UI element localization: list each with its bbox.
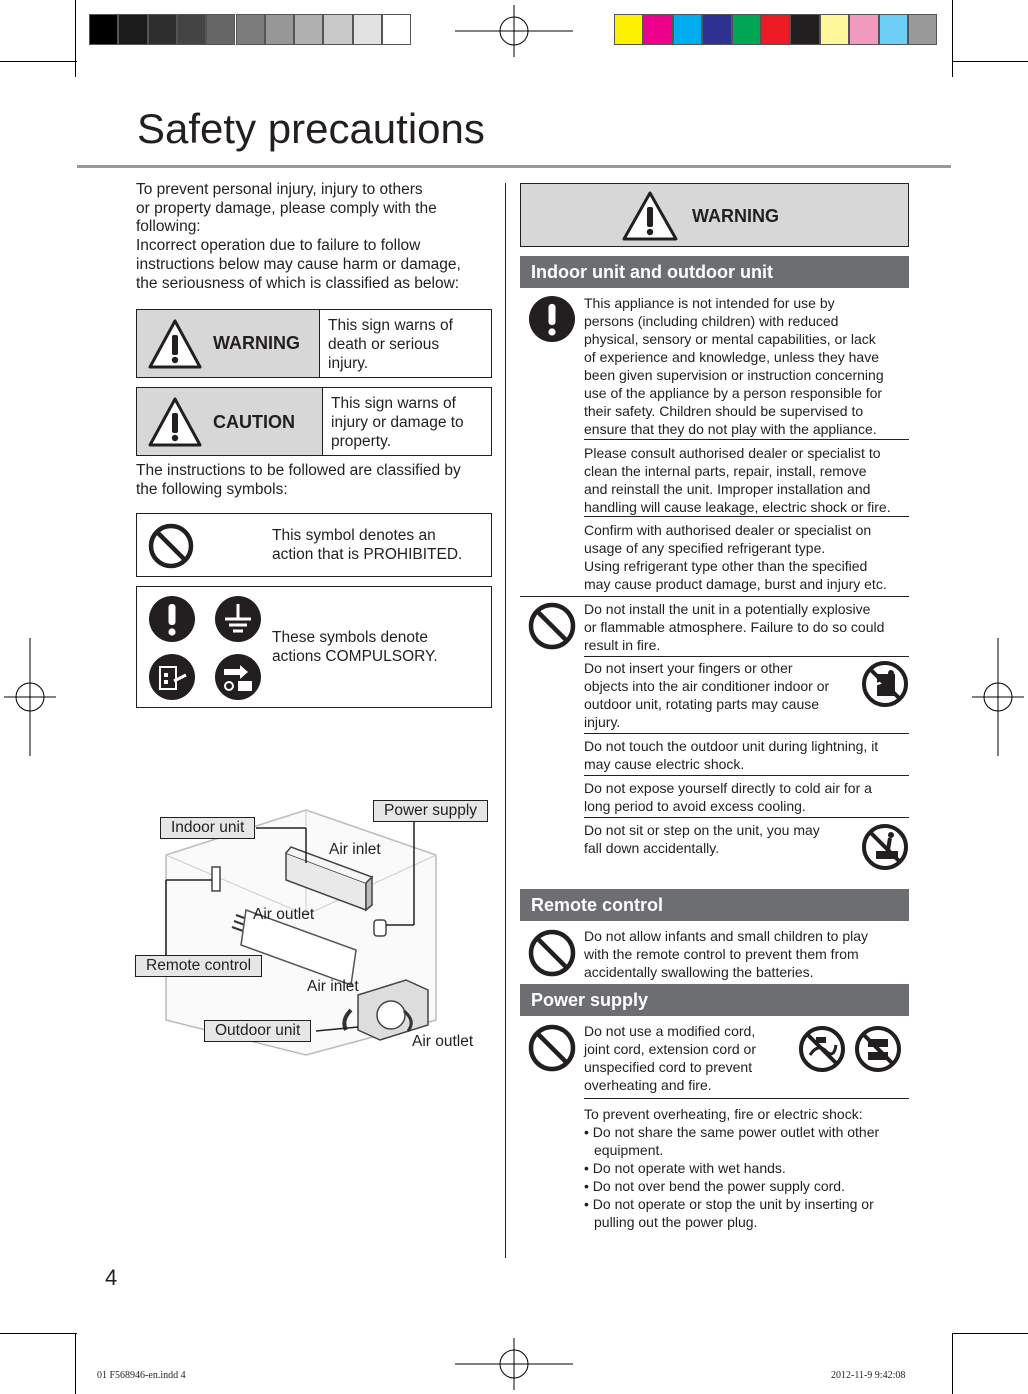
divider bbox=[584, 439, 909, 440]
prohibit-item-1: Do not install the unit in a potentially explosive or flammable atmosphere. Failure to do so could result in fire. bbox=[584, 601, 885, 653]
registration-mark-right bbox=[972, 638, 1024, 756]
divider bbox=[584, 775, 909, 776]
divider bbox=[584, 817, 909, 818]
crop-mark bbox=[75, 0, 76, 77]
symbol-classification-text: The instructions to be followed are classified by the following symbols: bbox=[136, 462, 461, 498]
disconnect-plug-icon bbox=[214, 653, 262, 701]
color-swatch bbox=[879, 14, 908, 45]
registration-mark-left bbox=[4, 638, 56, 756]
caution-legend-box bbox=[136, 387, 492, 456]
color-swatch bbox=[118, 14, 147, 45]
color-swatch bbox=[382, 14, 411, 45]
prohibited-description: This symbol denotes an action that is PROHIBITED. bbox=[272, 527, 463, 563]
prohibited-icon bbox=[528, 1024, 576, 1072]
color-swatch bbox=[849, 14, 878, 45]
page-title: Safety precautions bbox=[137, 105, 485, 152]
intro-text: To prevent personal injury, injury to others or property damage, please comply with the following: Incorrect operation due to failure to follow instructions below may cause harm or damage, the seriousness of which is classified as below: bbox=[136, 181, 461, 292]
prohibited-icon bbox=[528, 929, 576, 977]
power-item-1: Do not use a modified cord, joint cord, extension cord or unspecified cord to prevent overheating and fire. bbox=[584, 1023, 756, 1093]
divider bbox=[584, 1098, 909, 1099]
section-power-supply: Power supply bbox=[520, 984, 909, 1016]
prohibit-item-2: Do not insert your fingers or other objects into the air conditioner indoor or outdoor unit, rotating parts may cause injury. bbox=[584, 660, 830, 730]
no-modified-cord-icon bbox=[798, 1025, 846, 1073]
prohibit-item-3: Do not touch the outdoor unit during lightning, it may cause electric shock. bbox=[584, 738, 879, 772]
no-stepping-icon bbox=[861, 823, 909, 871]
mandatory-exclamation-icon bbox=[148, 595, 196, 643]
warning-description: This sign warns of death or serious injury. bbox=[328, 317, 453, 372]
page-number: 4 bbox=[105, 1265, 118, 1290]
air-inlet-indoor-label: Air inlet bbox=[329, 841, 381, 858]
crop-mark bbox=[0, 1333, 77, 1334]
power-supply-tag: Power supply bbox=[373, 800, 488, 822]
color-swatch bbox=[206, 14, 235, 45]
footer-timestamp: 2012-11-9 9:42:08 bbox=[831, 1370, 906, 1381]
remote-item: Do not allow infants and small children to play with the remote control to prevent them from accidentally swallowing the batteries. bbox=[584, 928, 869, 980]
warning-label: WARNING bbox=[213, 333, 300, 353]
crop-mark bbox=[0, 61, 77, 62]
prohibit-item-4: Do not expose yourself directly to cold air for a long period to avoid excess cooling. bbox=[584, 780, 872, 814]
color-swatch bbox=[702, 14, 731, 45]
indoor-unit-tag: Indoor unit bbox=[160, 817, 255, 839]
warning-header bbox=[520, 183, 909, 247]
color-swatch bbox=[908, 14, 937, 45]
caution-triangle-icon bbox=[147, 396, 203, 448]
color-swatch bbox=[353, 14, 382, 45]
prohibit-item-5: Do not sit or step on the unit, you may fall down accidentally. bbox=[584, 822, 820, 856]
color-swatch bbox=[323, 14, 352, 45]
must-item-2: Please consult authorised dealer or specialist to clean the internal parts, repair, install, remove and reinstall the unit. Improper installation and handling will cause leakage, electric shock or fire. bbox=[584, 445, 891, 515]
divider bbox=[584, 733, 909, 734]
divider bbox=[584, 516, 909, 517]
mandatory-exclamation-icon bbox=[528, 295, 576, 343]
crop-mark bbox=[952, 61, 1028, 62]
compulsory-description: These symbols denote actions COMPULSORY. bbox=[272, 629, 438, 665]
warning-header-label: WARNING bbox=[692, 206, 779, 226]
must-item-1: This appliance is not intended for use by persons (including children) with reduced physical, sensory or mental capabilities, or lack of experience and knowledge, unless they have been given supervision or instruction concerning use of the appliance by a person responsible for their safety. Children should be supervised to ensure that they do not play with the appliance. bbox=[584, 295, 884, 437]
prohibited-icon bbox=[148, 523, 194, 569]
compulsory-symbol-box bbox=[136, 586, 492, 708]
color-swatch bbox=[265, 14, 294, 45]
caution-description: This sign warns of injury or damage to property. bbox=[331, 395, 464, 450]
air-outlet-outdoor-label: Air outlet bbox=[412, 1033, 474, 1050]
unplug-power-icon bbox=[148, 653, 196, 701]
divider bbox=[584, 656, 909, 657]
section-indoor-outdoor: Indoor unit and outdoor unit bbox=[520, 256, 909, 288]
air-inlet-outdoor-label: Air inlet bbox=[307, 978, 359, 995]
color-swatch bbox=[148, 14, 177, 45]
earth-ground-icon bbox=[214, 595, 262, 643]
registration-mark-top bbox=[455, 5, 573, 57]
remote-control-tag: Remote control bbox=[135, 955, 262, 977]
color-swatch bbox=[820, 14, 849, 45]
outdoor-unit-tag: Outdoor unit bbox=[204, 1020, 311, 1042]
color-swatch bbox=[614, 14, 643, 45]
no-fingers-in-fan-icon bbox=[861, 660, 909, 708]
registration-mark-bottom bbox=[455, 1338, 573, 1390]
color-swatch bbox=[177, 14, 206, 45]
color-swatch bbox=[790, 14, 819, 45]
warning-triangle-icon bbox=[621, 190, 679, 242]
column-divider bbox=[505, 183, 506, 1258]
prohibited-icon bbox=[528, 602, 576, 650]
power-item-2: To prevent overheating, fire or electric shock: • Do not share the same power outlet with other equipment. • Do not operate with wet hands. • Do not over bend the power supply cord. • Do not operate or stop the unit by inserting or pulling out the power plug. bbox=[584, 1106, 880, 1230]
crop-mark bbox=[952, 0, 953, 77]
prohibited-symbol-box bbox=[136, 513, 492, 577]
color-swatch bbox=[294, 14, 323, 45]
title-rule bbox=[77, 165, 951, 168]
color-swatch bbox=[732, 14, 761, 45]
no-extension-cord-icon bbox=[854, 1025, 902, 1073]
crop-mark bbox=[952, 1333, 953, 1394]
warning-triangle-icon bbox=[147, 318, 203, 370]
section-remote-control: Remote control bbox=[520, 889, 909, 921]
air-outlet-indoor-label: Air outlet bbox=[253, 906, 315, 923]
must-item-3: Confirm with authorised dealer or specialist on usage of any specified refrigerant type. Using refrigerant type other than the specified may cause product damage, burst and injury etc. bbox=[584, 522, 887, 592]
color-swatch bbox=[643, 14, 672, 45]
color-swatch bbox=[236, 14, 265, 45]
crop-mark bbox=[952, 1333, 1028, 1334]
color-swatch bbox=[761, 14, 790, 45]
color-swatch bbox=[673, 14, 702, 45]
caution-label: CAUTION bbox=[213, 412, 295, 432]
footer-file-name: 01 F568946-en.indd 4 bbox=[97, 1370, 186, 1381]
divider bbox=[520, 596, 909, 597]
crop-mark bbox=[75, 1333, 76, 1394]
warning-legend-box bbox=[136, 309, 492, 378]
color-swatch bbox=[89, 14, 118, 45]
